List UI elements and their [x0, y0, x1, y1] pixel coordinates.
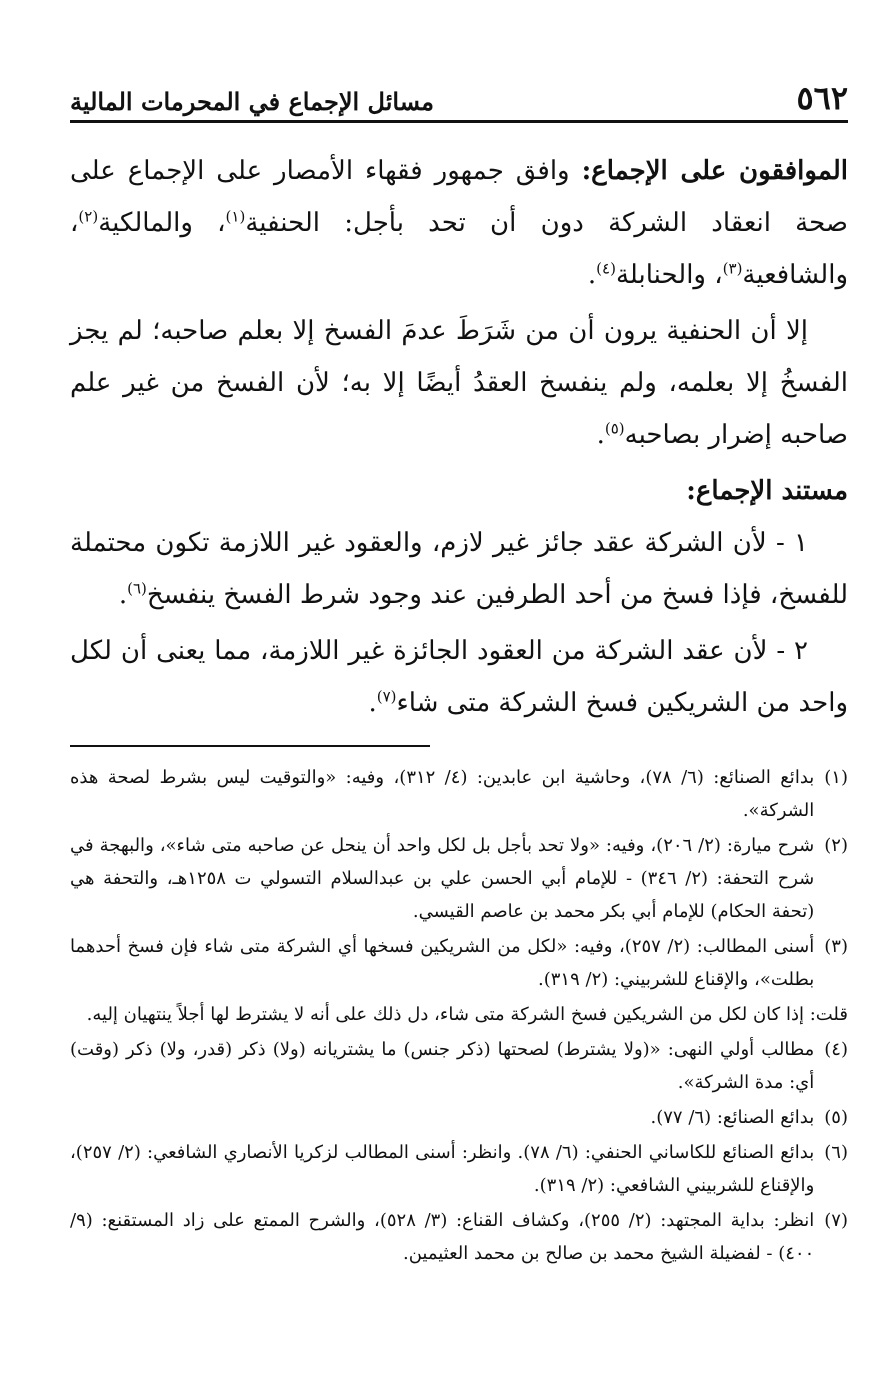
footnote-divider — [70, 745, 430, 747]
text-span: ١ - لأن الشركة عقد جائز غير لازم، والعقود غير اللازمة تكون محتملة للفسخ، فإذا فسخ من أحد الطرفين عند وجود شرط الفسخ ينفسخ — [70, 528, 848, 610]
footnote-number: (٣) — [824, 936, 848, 957]
text-span: . — [587, 260, 597, 290]
text-span: ، والمالكية — [98, 208, 226, 238]
footnote-ref: (٦) — [127, 579, 147, 598]
footnote-number: (٤) — [824, 1039, 848, 1060]
footnote-text: أسنى المطالب: (٢/ ٢٥٧)، وفيه: «لكل من الشريكين فسخها أي الشركة متى شاء فإن فسخ أحدهما بطلت»، والإقناع للشربيني: (٢/ ٣١٩). — [70, 936, 815, 990]
footnote-ref: (٢) — [78, 207, 99, 226]
footnote-item — [70, 1136, 848, 1202]
footnote-text: انظر: بداية المجتهد: (٢/ ٢٥٥)، وكشاف القناع: (٣/ ٥٢٨)، والشرح الممتع على زاد المستقنع: (٩/ ٤٠٠) - لفضيلة الشيخ محمد بن صالح بن محمد العثيمين. — [70, 1210, 815, 1264]
footnote-text: بدائع الصنائع للكاساني الحنفي: (٦/ ٧٨). وانظر: أسنى المطالب لزكريا الأنصاري الشافعي: (٢/ ٢٥٧)، والإقناع للشربيني الشافعي: (٢/ ٣١٩). — [70, 1142, 815, 1196]
footnote-number: (٥) — [824, 1107, 848, 1128]
running-title: مسائل الإجماع في المحرمات المالية — [70, 87, 434, 116]
paragraph-evidence-1 — [70, 517, 848, 621]
text-span: ٢ - لأن عقد الشركة من العقود الجائزة غير اللازمة، مما يعنى أن لكل واحد من الشريكين فسخ الشركة متى شاء — [70, 636, 848, 718]
text-span: ، والحنابلة — [615, 260, 723, 290]
paragraph-evidence-2 — [70, 625, 848, 729]
page-number: ٥٦٢ — [796, 79, 848, 117]
footnote-item — [70, 761, 848, 827]
text-span: . — [596, 420, 605, 450]
page-header — [70, 68, 848, 123]
text-span: . — [368, 688, 377, 718]
paragraph-consensus-supporters — [70, 145, 848, 301]
footnote-item — [70, 1204, 848, 1270]
paragraph-hanafi-exception — [70, 305, 848, 461]
footnote-ref: (٧) — [376, 687, 397, 706]
book-page — [70, 68, 848, 1272]
lead-heading: الموافقون على الإجماع: — [581, 156, 848, 186]
footnote-number: (٦) — [824, 1142, 848, 1163]
text-span: . — [118, 580, 128, 610]
footnote-ref: (٥) — [604, 419, 625, 438]
section-heading: مستند الإجماع: — [686, 476, 848, 506]
footnote-item — [70, 1101, 848, 1134]
footnote-text: مطالب أولي النهى: «(ولا يشترط) لصحتها (ذكر جنس) ما يشتريانه (ولا) ذكر (قدر، ولا) ذكر (وقت) أي: مدة الشركة». — [70, 1039, 815, 1093]
text-span: وافق جمهور فقهاء الأمصار على الإجماع على صحة انعقاد الشركة دون أن تحد بأجل: الحنفية — [70, 156, 848, 238]
footnote-comment: قلت: إذا كان لكل من الشريكين فسخ الشركة متى شاء، دل ذلك على أنه لا يشترط لها أجلاً ينتهيان إليه. — [86, 1004, 848, 1025]
footnote-number: (١) — [824, 767, 848, 788]
footnote-item — [70, 930, 848, 996]
footnote-item — [70, 829, 848, 928]
footnote-text: شرح ميارة: (٢/ ٢٠٦)، وفيه: «ولا تحد بأجل بل لكل واحد أن ينحل عن صاحبه متى شاء»، والبهجة في شرح التحفة: (٢/ ٣٤٦) - للإمام أبي الحسن علي بن عبدالسلام التسولي ت ١٢٥٨هـ، والتحفة هي (تحفة الحكام) للإمام أبي بكر محمد بن عاصم القيسي. — [70, 835, 815, 922]
footnote-ref: (٤) — [596, 259, 616, 278]
main-text — [70, 145, 848, 729]
footnote-ref: (١) — [225, 207, 246, 226]
footnote-text: بدائع الصنائع: (٦/ ٧٧). — [650, 1107, 815, 1128]
footnote-ref: (٣) — [722, 259, 743, 278]
footnote-number: (٢) — [824, 835, 848, 856]
footnote-text: بدائع الصنائع: (٦/ ٧٨)، وحاشية ابن عابدين: (٤/ ٣١٢)، وفيه: «والتوقيت ليس بشرط لصحة هذه الشركة». — [70, 767, 815, 821]
text-span: ، والشافعية — [70, 208, 848, 290]
text-span: إلا أن الحنفية يرون أن من شَرَطَ عدمَ الفسخ إلا بعلم صاحبه؛ لم يجز الفسخُ إلا بعلمه، ولم ينفسخ العقدُ أيضًا إلا به؛ لأن الفسخ من غير علم صاحبه إضرار بصاحبه — [70, 316, 848, 450]
footnotes — [70, 761, 848, 1270]
footnote-item — [70, 1033, 848, 1099]
footnote-number: (٧) — [824, 1210, 848, 1231]
